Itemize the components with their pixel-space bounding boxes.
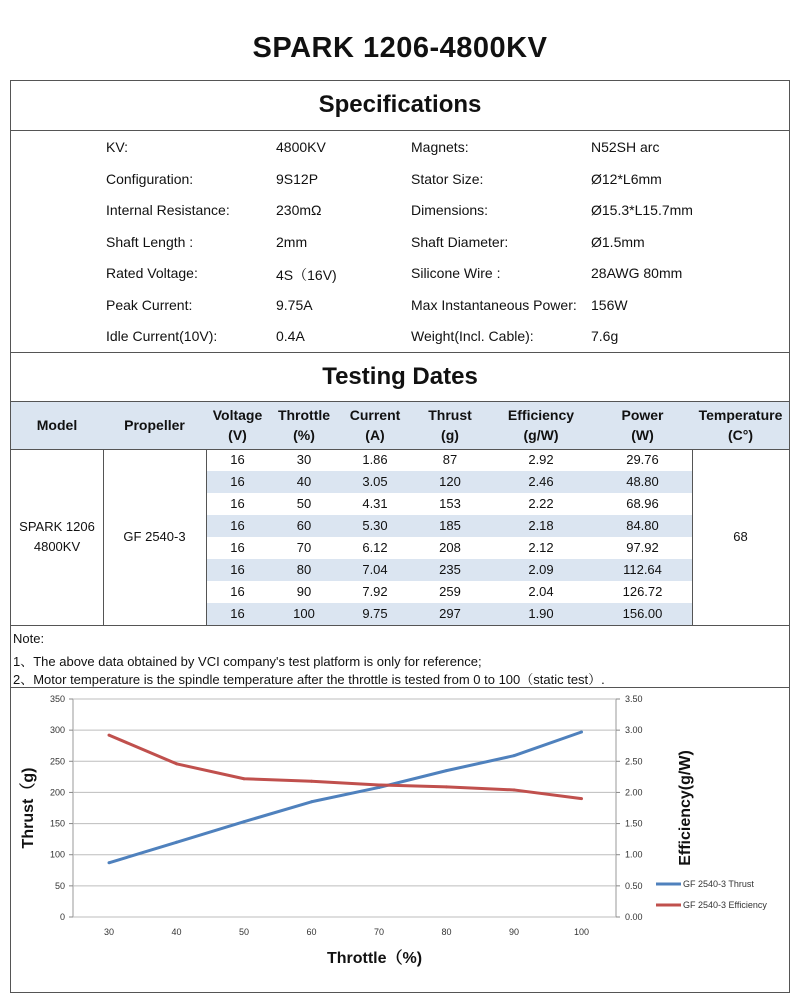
spec-label: KV: — [106, 139, 129, 155]
note-item-1: 1、The above data obtained by VCI company's test platform is only for reference; — [13, 654, 482, 669]
model-name: SPARK 1206 — [19, 519, 95, 534]
y-left-tick-label: 350 — [49, 694, 65, 704]
y-left-tick-label: 200 — [49, 787, 65, 798]
table-cell: 2.09 — [528, 562, 554, 577]
column-header-label: Current — [349, 407, 401, 423]
table-cell: 126.72 — [622, 584, 663, 599]
table-cell: 6.12 — [362, 540, 388, 555]
table-cell: 87 — [442, 452, 458, 467]
table-cell: 16 — [230, 540, 245, 555]
series-line-efficiency — [109, 735, 582, 799]
y-axis-label-left: Thrust（g) — [20, 767, 37, 849]
y-right-tick-label: 1.50 — [625, 818, 643, 829]
y-left-tick-label: 50 — [54, 880, 65, 891]
table-cell: 30 — [296, 452, 312, 467]
spec-value: 9S12P — [276, 170, 319, 187]
table-cell: 5.30 — [362, 518, 388, 533]
note-label: Note: — [13, 631, 45, 646]
spec-value: Ø15.3*L15.7mm — [591, 202, 693, 218]
temperature-cell: 68 — [733, 529, 748, 544]
column-header: Propeller — [124, 417, 185, 433]
specifications-heading: Specifications — [318, 91, 482, 118]
x-tick-label: 50 — [238, 927, 250, 937]
spec-sheet — [10, 80, 790, 993]
table-cell: 50 — [296, 496, 312, 511]
column-header-unit: (A) — [365, 427, 385, 443]
spec-value: 7.6g — [591, 328, 619, 344]
data-point — [580, 731, 583, 734]
spec-label: Configuration: — [106, 170, 194, 187]
plot-area — [73, 699, 616, 917]
table-cell: 7.04 — [362, 562, 388, 577]
divider — [11, 352, 789, 353]
propeller-cell: GF 2540-3 — [123, 529, 186, 544]
data-point — [513, 754, 516, 757]
table-cell: 208 — [439, 540, 461, 555]
y-left-tick-label: 250 — [49, 756, 65, 767]
x-tick-label: 60 — [306, 927, 317, 937]
spec-label: Magnets: — [411, 139, 469, 155]
column-header-unit: (W) — [631, 427, 654, 443]
column-header-label: Thrust — [428, 407, 472, 423]
table-cell: 2.22 — [528, 496, 554, 511]
thrust-efficiency-chart — [11, 688, 789, 993]
table-cell: 16 — [230, 452, 245, 467]
column-header — [593, 405, 692, 445]
table-cell: 1.90 — [528, 606, 554, 621]
column-header-unit: (V) — [228, 427, 247, 443]
spec-label: Silicone Wire : — [411, 265, 501, 281]
x-tick-label: 80 — [441, 927, 452, 937]
column-header — [269, 405, 339, 445]
column-header-unit: (g) — [441, 427, 459, 443]
table-cell: 97.92 — [626, 540, 659, 555]
spec-value: Ø1.5mm — [591, 233, 645, 250]
y-right-tick-label: 2.50 — [625, 756, 643, 767]
column-header — [339, 405, 411, 445]
x-tick-label: 30 — [103, 927, 115, 937]
spec-value: 4S（16V) — [276, 267, 337, 283]
spec-label: Shaft Diameter: — [411, 233, 509, 250]
spec-value: 2mm — [276, 233, 308, 250]
data-point — [175, 762, 178, 765]
table-cell: 84.80 — [626, 518, 659, 533]
spec-label: Stator Size: — [411, 170, 484, 187]
data-point — [243, 820, 246, 823]
data-point — [580, 797, 583, 800]
y-right-tick-label: 2.00 — [625, 787, 643, 798]
spec-value: N52SH arc — [591, 139, 660, 155]
column-header-unit: (C°) — [727, 427, 754, 443]
table-cell: 1.86 — [362, 452, 388, 467]
table-cell: 48.80 — [626, 474, 659, 489]
x-axis-label: Throttle（%) — [326, 950, 423, 967]
data-point — [310, 780, 313, 783]
spec-label: Shaft Length : — [106, 233, 194, 250]
model-name: 4800KV — [33, 539, 81, 554]
spec-label: Rated Voltage: — [106, 265, 198, 281]
data-point — [175, 841, 178, 844]
y-right-tick-label: 1.00 — [625, 849, 643, 860]
column-header-label: Throttle — [277, 407, 331, 423]
spec-label: Weight(Incl. Cable): — [411, 328, 534, 344]
column-header-unit: (g/W) — [523, 427, 559, 443]
legend-label: GF 2540-3 Efficiency — [683, 900, 767, 910]
table-cell: 185 — [439, 518, 461, 533]
data-point — [513, 788, 516, 791]
table-cell: 16 — [230, 562, 245, 577]
column-divider — [692, 449, 693, 625]
legend-label: GF 2540-3 Thrust — [683, 879, 754, 889]
spec-label: Internal Resistance: — [106, 202, 230, 218]
spec-label: Idle Current(10V): — [106, 328, 218, 344]
spec-label: Max Instantaneous Power: — [411, 296, 577, 313]
model-cell — [11, 517, 103, 557]
data-point — [108, 734, 111, 737]
data-point — [243, 777, 246, 780]
testing-heading: Testing Dates — [322, 363, 478, 390]
spec-value: 156W — [591, 296, 628, 313]
y-left-tick-label: 150 — [49, 818, 65, 829]
table-cell: 29.76 — [626, 452, 659, 467]
x-tick-label: 100 — [573, 927, 590, 937]
x-tick-label: 70 — [373, 927, 385, 937]
column-header-label: Voltage — [212, 407, 263, 423]
table-cell: 4.31 — [362, 496, 388, 511]
data-point — [378, 783, 381, 786]
y-right-tick-label: 0.50 — [625, 880, 643, 891]
spec-value: 28AWG 80mm — [591, 265, 683, 281]
table-cell: 16 — [230, 474, 245, 489]
table-cell: 7.92 — [362, 584, 388, 599]
data-point — [445, 785, 448, 788]
spec-value: Ø12*L6mm — [591, 170, 662, 187]
column-header-unit: (%) — [293, 427, 315, 443]
page-title: SPARK 1206-4800KV — [252, 32, 548, 64]
table-cell: 80 — [296, 562, 312, 577]
table-cell: 153 — [439, 496, 461, 511]
column-header — [206, 405, 269, 445]
column-divider — [206, 449, 207, 625]
column-header-label: Efficiency — [507, 407, 575, 423]
x-tick-label: 90 — [508, 927, 520, 937]
table-cell: 297 — [439, 606, 461, 621]
column-header-label: Power — [621, 407, 664, 423]
table-cell: 3.05 — [362, 474, 388, 489]
y-left-tick-label: 300 — [49, 725, 65, 736]
table-cell: 156.00 — [622, 606, 663, 621]
y-right-tick-label: 3.50 — [625, 694, 643, 704]
table-cell: 90 — [296, 584, 312, 599]
divider — [11, 130, 789, 131]
y-left-tick-label: 0 — [59, 912, 65, 922]
header-divider — [11, 449, 789, 450]
table-cell: 70 — [296, 540, 312, 555]
table-cell: 40 — [296, 474, 312, 489]
data-point — [445, 769, 448, 772]
table-cell: 2.12 — [528, 540, 554, 555]
y-right-tick-label: 0.00 — [625, 912, 643, 922]
column-header: Model — [36, 417, 78, 433]
table-cell: 2.04 — [528, 584, 554, 599]
y-left-tick-label: 100 — [49, 849, 65, 860]
column-header — [692, 405, 789, 445]
spec-value: 4800KV — [276, 139, 326, 155]
spec-value: 230mΩ — [276, 202, 322, 218]
table-bottom-border — [11, 625, 789, 626]
column-header — [489, 405, 593, 445]
table-cell: 100 — [293, 606, 315, 621]
spec-value: 9.75A — [276, 296, 313, 313]
table-cell: 2.92 — [528, 452, 554, 467]
table-cell: 259 — [439, 584, 461, 599]
data-point — [310, 800, 313, 803]
y-right-tick-label: 3.00 — [625, 725, 643, 736]
note-item-2: 2、Motor temperature is the spindle temperature after the throttle is tested from 0 to 100（static test）. — [13, 672, 605, 687]
table-cell: 2.46 — [528, 474, 554, 489]
table-cell: 2.18 — [528, 518, 554, 533]
table-cell: 68.96 — [626, 496, 659, 511]
y-axis-label-right: Efficiency(g/W) — [677, 750, 694, 866]
table-cell: 60 — [296, 518, 312, 533]
table-cell: 120 — [439, 474, 461, 489]
table-cell: 235 — [439, 562, 461, 577]
spec-label: Peak Current: — [106, 296, 193, 313]
data-point — [108, 861, 111, 864]
table-cell: 9.75 — [362, 606, 388, 621]
spec-label: Dimensions: — [411, 202, 489, 218]
series-line-thrust — [109, 732, 582, 863]
table-cell: 112.64 — [623, 562, 662, 577]
column-header-label: Temperature — [698, 407, 783, 423]
table-cell: 16 — [230, 496, 245, 511]
column-header — [411, 405, 489, 445]
column-divider — [103, 449, 104, 625]
table-cell: 16 — [230, 584, 245, 599]
x-tick-label: 40 — [171, 927, 182, 937]
table-cell: 16 — [230, 606, 245, 621]
table-cell: 16 — [230, 518, 245, 533]
spec-value: 0.4A — [276, 328, 305, 344]
